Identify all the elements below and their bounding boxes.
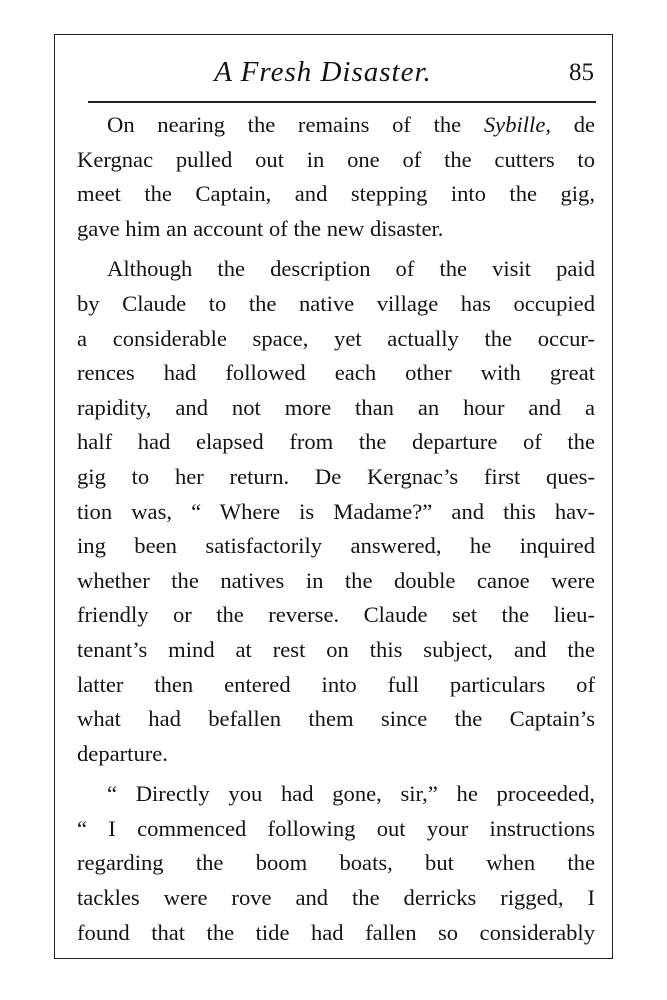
page-number: 85 [569,59,594,86]
paragraph-3 [77,777,595,950]
text-line: Kergnac pulled out in one of the cutters to [77,146,595,172]
text-run: On nearing the remains of the [107,112,462,137]
text-line: tenant’s mind at rest on this subject, and the [77,636,595,662]
text-line: “ Directly you had gone, sir,” he proceeded, [107,781,595,807]
text-line: found that the tide had fallen so considerably [77,919,595,945]
text-line: rapidity, and not more than an hour and a [77,394,595,420]
text-line: latter then entered into full particulars of [77,671,595,697]
running-title: A Fresh Disaster. [214,56,432,88]
text-line: “ I commenced following out your instructions [77,815,595,841]
text-line: departure. [77,740,168,766]
text-line: tion was, “ Where is Madame?” and this hav- [77,498,595,524]
running-head [88,50,598,94]
text-line: gig to her return. De Kergnac’s first ques- [77,463,595,489]
body-text [77,108,595,950]
text-line: Although the description of the visit paid [107,256,595,282]
text-line: what had befallen them since the Captain’s [77,706,595,732]
ship-name: Sybille, [483,112,552,137]
text-line: by Claude to the native village has occupied [77,290,595,316]
text-line: a considerable space, yet actually the occur- [77,325,595,351]
text-line: regarding the boom boats, but when the [77,850,595,876]
text-line: friendly or the reverse. Claude set the lieu- [77,602,595,628]
text-line: half had elapsed from the departure of the [77,429,595,455]
paragraph-1 [77,108,595,246]
text-line: rences had followed each other with great [77,360,595,386]
text-line: meet the Captain, and stepping into the gig, [77,181,595,207]
text-line [77,108,595,143]
text-line: tackles were rove and the derricks rigged, I [77,885,595,911]
text-run: de [573,112,596,137]
text-line: ing been satisfactorily answered, he inquired [77,533,595,559]
header-rule [88,101,596,103]
paragraph-2 [77,252,595,771]
text-line: gave him an account of the new disaster. [77,215,444,241]
text-line: whether the natives in the double canoe were [77,567,595,593]
